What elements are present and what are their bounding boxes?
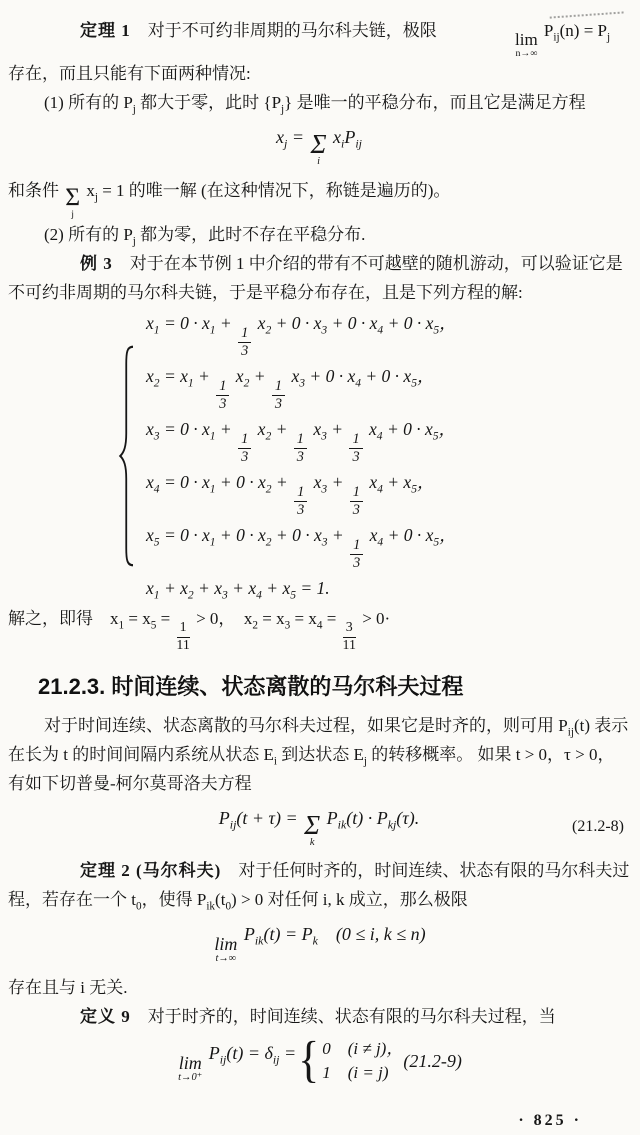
delta-equation-lead: lim t→0⁺ $P_{ij}(t) = \delta_{ij}$ =: [178, 1043, 297, 1083]
limit-equation: lim t→∞ $P_{ik}(t) = P_k$ (0 ≤ i, k ≤ n): [214, 924, 426, 965]
delta-case-top: 0 (i ≠ j)，: [322, 1038, 404, 1058]
equation-system: [118, 313, 630, 600]
equation-number: (21.2-8): [572, 818, 624, 836]
system-equation-row: $x_4 = 0 \cdot x_1 + 0 \cdot x_2$ + $\frac{1}{3}$ $x_3$ + $\frac{1}{3}$ $x_4 + x_5$，: [146, 471, 435, 518]
example3-paragraph: [8, 249, 630, 307]
cases-brace: {: [298, 1031, 320, 1088]
example3-text: 对于在本节例 1 中介绍的带有不可越壁的随机游动，可以验证它是不可约非周期的马尔科夫链，于是平稳分布存在，且是下列方程的解:: [8, 253, 623, 302]
theorem2-label: 定理 2 (马尔科夫): [80, 861, 222, 881]
theorem1-label: 定理 1: [80, 21, 131, 40]
delta-case-bottom: 1 (i = j): [322, 1063, 389, 1083]
page-number: · 825 ·: [518, 1111, 582, 1129]
example3-label: 例 3: [80, 253, 113, 273]
after-limit-paragraph: 存在且与 i 无关.: [8, 977, 128, 997]
definition9-paragraph: [8, 1002, 630, 1031]
system-equation-row: $x_1 = 0 \cdot x_1$ + $\frac{1}{3}$ $x_2 + 0 \cdot x_3 + 0 \cdot x_4 + 0 \cdot x_5$，: [146, 312, 457, 359]
section-heading: 21.2.3. 时间连续、状态离散的马尔科夫过程: [38, 673, 464, 699]
definition9-label: 定义 9: [80, 1006, 131, 1026]
solution-paragraph: 解之，即得 $x_1 = x_5$ = $\frac{1}{11}$ > 0， $x_2 = x_3 = x_4$ = $\frac{3}{11}$ > 0·: [8, 608, 391, 654]
left-brace-icon: [118, 343, 136, 569]
delta-cases: [322, 1037, 403, 1086]
theorem1-text: 对于不可约非周期的马尔科夫链，极限 lim n→∞ $P_{ij}(n) = P_j$ 存在，而且只能有下面两种情况:: [8, 21, 611, 84]
theorem2-text: 对于任何时齐的，时间连续、状态有限的马尔科夫过程，若存在一个 $t_0$，使得 $P_{ik}(t_0) > 0$ 对任何 i, k 成立，那么极限: [8, 861, 630, 913]
condition-paragraph: 和条件 Σ j $x_j = 1$ 的唯一解 (在这种情况下，称链是遍历的)。: [8, 180, 451, 221]
theorem1-case2: (2) 所有的 $P_j$ 都为零，此时不存在平稳分布.: [44, 224, 366, 248]
system-equation-row: $x_1 + x_2 + x_3 + x_4 + x_5 = 1$.: [146, 577, 330, 602]
chapman-kolmogorov-equation-line: [8, 806, 630, 849]
delta-equation-line: [8, 1031, 630, 1088]
stationary-equation: $x_j$ = Σ i $x_iP_{ij}$: [276, 127, 362, 168]
theorem1-paragraph: [8, 16, 630, 88]
system-rows: [146, 313, 457, 600]
system-equation-row: $x_3 = 0 \cdot x_1$ + $\frac{1}{3}$ $x_2$ + $\frac{1}{3}$ $x_3$ + $\frac{1}{3}$ $x_4 + 0 \cdot x_5$，: [146, 418, 457, 465]
system-equation-row: $x_2 = x_1$ + $\frac{1}{3}$ $x_2$ + $\frac{1}{3}$ $x_3 + 0 \cdot x_4 + 0 \cdot x_5$，: [146, 365, 435, 412]
equation-number: (21.2-9): [403, 1050, 462, 1071]
chapman-kolmogorov-equation: $P_{ij}(t + \tau)$ = Σ k $P_{ik}(t) \cdot P_{kj}(\tau)$.: [218, 807, 420, 848]
theorem2-paragraph: [8, 856, 630, 914]
ck-intro-paragraph: 对于时间连续、状态离散的马尔科夫过程，如果它是时齐的，则可用 $P_{ij}(t)$ 表示在长为 t 的时间间隔内系统从状态 $E_i$ 到达状态 $E_j$ 的转移概率。 如果 t > 0，τ > 0，有如下切普曼-柯尔莫哥洛夫方程: [8, 715, 629, 793]
system-equation-row: $x_5 = 0 \cdot x_1 + 0 \cdot x_2 + 0 \cdot x_3$ + $\frac{1}{3}$ $x_4 + 0 \cdot x_5$，: [146, 524, 457, 571]
theorem1-case1: (1) 所有的 $P_j$ 都大于零，此时 $\{P_j\}$ 是唯一的平稳分布，而且它是满足方程: [44, 93, 586, 116]
definition9-text: 对于时齐的，时间连续、状态有限的马尔科夫过程，当: [130, 1006, 556, 1026]
